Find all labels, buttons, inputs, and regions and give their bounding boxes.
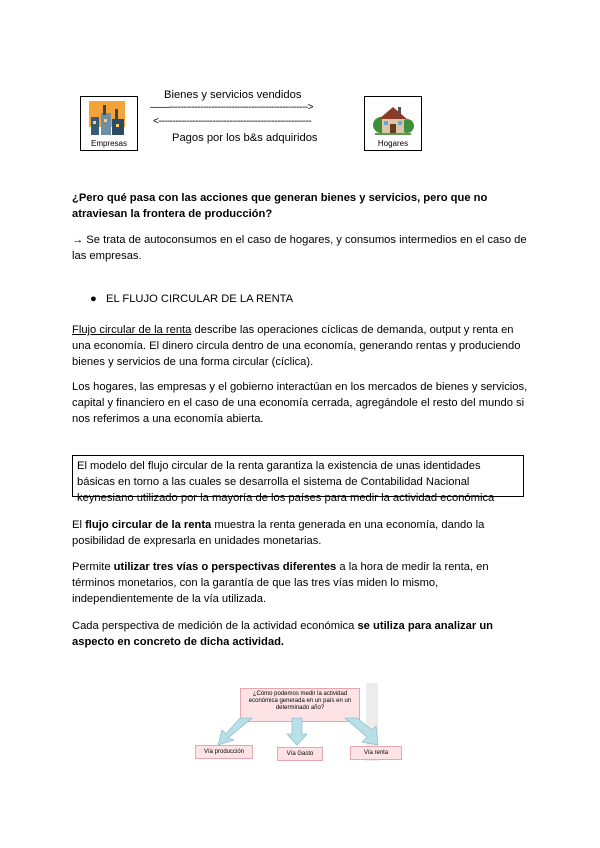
- arrow-bottom-label: Pagos por los b&s adquiridos: [172, 132, 318, 144]
- diagram-question-box: ¿Cómo podemos medir la actividad económica generada en un país en un determinado año?: [240, 688, 360, 722]
- definition-term: Flujo circular de la renta: [72, 324, 192, 336]
- empresas-label: Empresas: [90, 139, 127, 148]
- definition-paragraph: [72, 322, 532, 370]
- three-ways-paragraph: [72, 559, 502, 607]
- actors-paragraph: Los hogares, las empresas y el gobierno interactúan en los mercados de bienes y servicios, capital y financiero en el caso de una economía cerrada, agregándole el resto del mundo si nos referimos a una economía abierta.: [72, 381, 528, 425]
- arrow-to-renta: [345, 718, 378, 745]
- perspective-pre: Cada perspectiva de medición de la actividad económica: [72, 620, 358, 632]
- way-renta-box: Vía renta: [350, 746, 402, 760]
- factory-icon: [81, 99, 137, 139]
- flow-paragraph: [72, 517, 512, 549]
- boxed-note-text: El modelo del flujo circular de la renta garantiza la existencia de unas identidades básicas en torno a las cuales se desarrolla el sistema de Contabilidad Nacional keynesiano utilizado por la mayoría de los países para medir la actividad económica: [77, 460, 495, 504]
- way-gasto-box: Vía Gasto: [277, 747, 323, 761]
- question-text: ¿Pero qué pasa con las acciones que generan bienes y servicios, pero que no atraviesan la frontera de producción?: [72, 192, 488, 220]
- definition-text: describe las operaciones cíclicas de demanda, output y renta en una economía. El dinero circula dentro de una economía, generando rentas y produciendo bienes y servicios de una forma circular (cíclica).: [72, 324, 521, 368]
- three-ways-post: a la hora de medir la renta, en términos monetarios, con la garantía de que las tres vías miden lo mismo, independientemente de la vía utilizada.: [72, 561, 489, 605]
- hogares-label: Hogares: [377, 139, 409, 148]
- arrow-left: <------------------------------------------------------: [153, 116, 312, 127]
- arrow-to-gasto: [287, 718, 307, 745]
- bullet-heading-text: EL FLUJO CIRCULAR DE LA RENTA: [106, 293, 294, 305]
- flow-bold: flujo circular de la renta: [85, 519, 212, 531]
- three-ways-bold: utilizar tres vías o perspectivas diferentes: [113, 561, 337, 573]
- boxed-note: [72, 455, 524, 504]
- arrow-to-production: [218, 718, 252, 745]
- bullet-dot: ●: [90, 293, 97, 305]
- flow-post: muestra la renta generada en una economía, dando la posibilidad de expresarla en unidades monetarias.: [72, 519, 485, 547]
- way-production-box: Vía producción: [195, 745, 253, 759]
- arrow-right: ——------------------------------------------------->: [150, 102, 314, 113]
- diagram-arrows: [200, 716, 400, 746]
- perspective-paragraph: [72, 618, 512, 650]
- answer-text: → Se trata de autoconsumos en el caso de hogares, y consumos intermedios en el caso de las empresas.: [72, 234, 527, 262]
- empresas-box: [80, 96, 138, 151]
- hogares-box: [364, 96, 422, 151]
- three-ways-pre: Permite: [72, 561, 114, 573]
- bullet-heading: [90, 291, 293, 307]
- flow-pre: El: [72, 519, 86, 531]
- arrow-top-label: Bienes y servicios vendidos: [164, 89, 302, 101]
- perspective-bold: se utiliza para analizar un aspecto en concreto de dicha actividad.: [72, 620, 493, 648]
- house-icon: [365, 99, 421, 139]
